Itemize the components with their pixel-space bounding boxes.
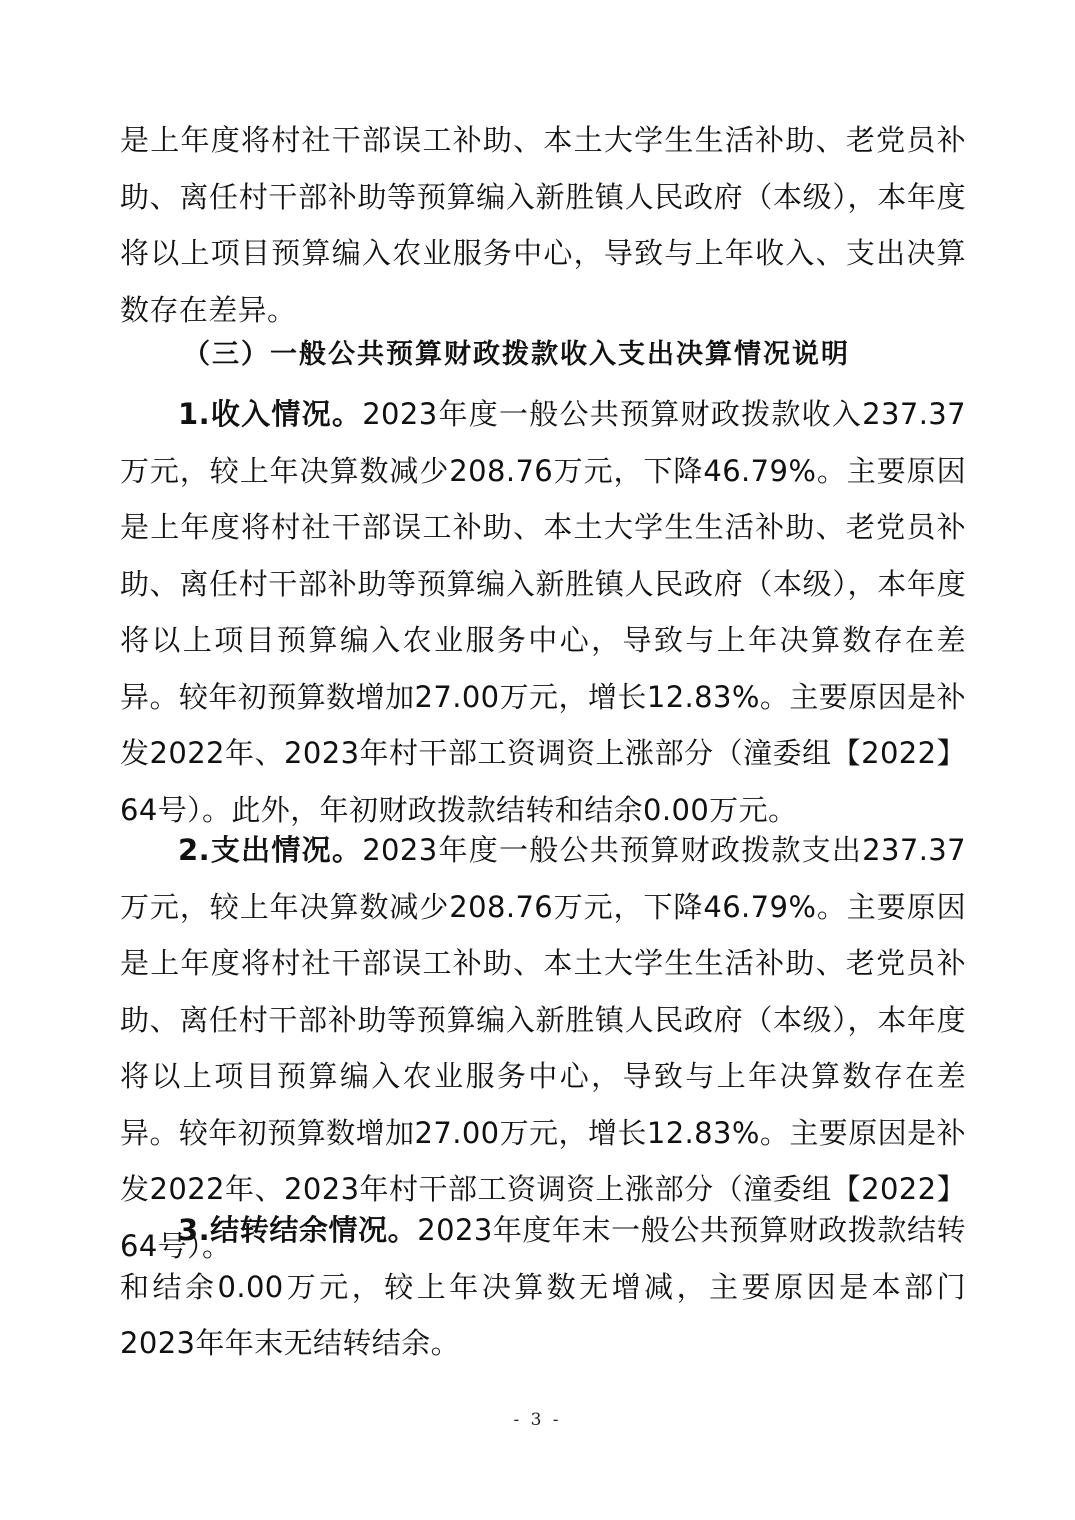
income-lead: 1.收入情况。 xyxy=(178,397,363,431)
continuation-paragraph: 是上年度将村社干部误工补助、本土大学生生活补助、老党员补助、离任村干部补助等预算编入新胜镇人民政府（本级），本年度将以上项目预算编入农业服务中心，导致与上年收入、支出决算数存在差异。 xyxy=(120,123,966,327)
carryover-paragraph xyxy=(120,1202,966,1372)
expenditure-lead: 2.支出情况。 xyxy=(178,833,363,867)
income-paragraph xyxy=(120,386,966,838)
expenditure-body: 2023年度一般公共预算财政拨款支出237.37万元，较上年决算数减少208.76万元，下降46.79%。主要原因是上年度将村社干部误工补助、本土大学生生活补助、老党员补助、离任村干部补助等预算编入新胜镇人民政府（本级），本年度将以上项目预算编入农业服务中心，导致与上年决算数存在差异。较年初预算数增加27.00万元，增长12.83%。主要原因是补发2022年、2023年村干部工资调资上涨部分（潼委组【2022】64号）。 xyxy=(120,833,967,1263)
income-body: 2023年度一般公共预算财政拨款收入237.37万元，较上年决算数减少208.76万元，下降46.79%。主要原因是上年度将村社干部误工补助、本土大学生生活补助、老党员补助、离任村干部补助等预算编入新胜镇人民政府（本级），本年度将以上项目预算编入农业服务中心，导致与上年决算数存在差异。较年初预算数增加27.00万元，增长12.83%。主要原因是补发2022年、2023年村干部工资调资上涨部分（潼委组【2022】64号）。此外，年初财政拨款结转和结余0.00万元。 xyxy=(120,397,967,827)
carryover-lead: 3.结转结余情况。 xyxy=(178,1213,418,1247)
carryover-body: 2023年度年末一般公共预算财政拨款结转和结余0.00万元，较上年决算数无增减，主要原因是本部门2023年年末无结转结余。 xyxy=(120,1213,966,1360)
page-number: - 3 - xyxy=(513,1410,562,1430)
section-heading: （三）一般公共预算财政拨款收入支出决算情况说明 xyxy=(183,339,850,370)
